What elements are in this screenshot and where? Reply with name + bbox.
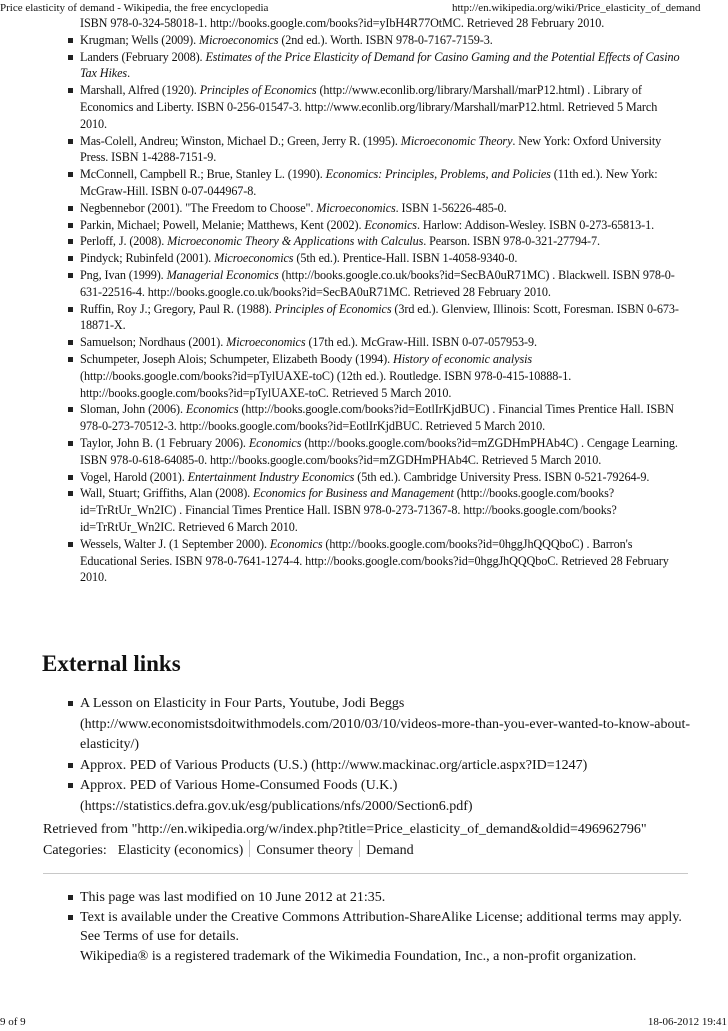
reference-item: [66, 166, 686, 200]
bullet-icon: [68, 307, 73, 312]
reference-title: Estimates of the Price Elasticity of Demand for Casino Gaming and the Potential Effects of Casino Tax Hikes: [80, 49, 680, 81]
section-heading-external-links: External links: [42, 651, 181, 676]
reference-title: Principles of Economics: [199, 83, 317, 98]
reference-text: (http://books.google.co.uk/books?id=SecBA0uR71MC) . Blackwell. ISBN 978-0-631-22516-4. http://books.google.co.uk/books?id=SecBA0uR71MC. Retrieved 28 February 2010.: [80, 267, 675, 299]
reference-text: Png, Ivan (1999).: [80, 267, 167, 282]
reference-text: . New York: Oxford University Press. ISBN 1-4288-7151-9.: [80, 133, 662, 165]
reference-title: History of economic analysis: [393, 351, 533, 366]
reference-text: (http://books.google.com/books?id=mZGDHmPHAb4C) . Cengage Learning. ISBN 978-0-618-64085-0. http://books.google.com/books?id=mZGDHmPHAb4C. Retrieved 5 March 2010.: [80, 435, 678, 467]
bullet-icon: [68, 340, 73, 345]
references-list: [66, 15, 686, 586]
external-link[interactable]: Approx. PED of Various Products (U.S.) (http://www.mackinac.org/article.aspx?ID=1247): [80, 757, 588, 773]
reference-text: Wall, Stuart; Griffiths, Alan (2008).: [80, 486, 254, 501]
reference-item: [66, 469, 686, 486]
reference-title: Microeconomics: [214, 251, 294, 266]
category-separator: [249, 840, 250, 857]
category-link[interactable]: Consumer theory: [256, 843, 354, 858]
reference-title: Microeconomic Theory: [400, 133, 513, 148]
last-modified-text: This page was last modified on 10 June 2012 at 21:35.: [80, 890, 386, 905]
reference-text: Pindyck; Rubinfeld (2001).: [80, 251, 215, 266]
reference-text: Sloman, John (2006).: [80, 402, 186, 417]
reference-item: [66, 267, 686, 301]
reference-item: [66, 15, 686, 32]
external-link-item: [66, 776, 696, 817]
reference-text: Mas-Colell, Andreu; Winston, Michael D.; Green, Jerry R. (1995).: [80, 133, 401, 148]
bullet-icon: [68, 542, 73, 547]
reference-item: [66, 351, 686, 401]
reference-text: . Pearson. ISBN 978-0-321-27794-7.: [423, 234, 600, 249]
reference-text: McConnell, Campbell R.; Brue, Stanley L. (1990).: [80, 167, 326, 182]
bullet-icon: [68, 256, 73, 261]
print-header-title: Price elasticity of demand - Wikipedia, the free encyclopedia: [0, 2, 269, 14]
reference-title: Economics: [269, 536, 323, 551]
category-separator: [359, 840, 360, 857]
reference-text: (http://www.econlib.org/library/Marshall/marP12.html) . Library of Economics and Liberty. ISBN 0-256-01547-3. http://www.econlib.org/library/Marshall/marP12.html. Retrieved 5 March 2010.: [80, 83, 658, 131]
reference-text: Vogel, Harold (2001).: [80, 469, 188, 484]
reference-item: [66, 217, 686, 234]
reference-text: Ruffin, Roy J.; Gregory, Paul R. (1988).: [80, 301, 275, 316]
external-links-list: [66, 694, 696, 817]
license-text: Text is available under the Creative Commons Attribution-ShareAlike License; additional terms may apply. See Terms of use for details.: [80, 909, 682, 944]
external-link[interactable]: A Lesson on Elasticity in Four Parts, Youtube, Jodi Beggs (http://www.economistsdoitwithmodels.com/2010/03/10/videos-more-than-you-ever-wanted-to-know-about-elasticity/): [80, 696, 691, 752]
reference-title: Economics: [185, 402, 239, 417]
reference-text: Wessels, Walter J. (1 September 2000).: [80, 536, 270, 551]
reference-title: Microeconomics: [226, 335, 306, 350]
reference-text: Krugman; Wells (2009).: [80, 32, 200, 47]
bullet-icon: [68, 441, 73, 446]
bullet-icon: [68, 491, 73, 496]
reference-text: Taylor, John B. (1 February 2006).: [80, 435, 249, 450]
categories-bar: [43, 840, 414, 862]
bullet-icon: [68, 38, 73, 43]
reference-text: (http://books.google.com/books?id=TrRtUr_Wn2IC) . Financial Times Prentice Hall. ISBN 978-0-273-71367-8. http://books.google.com/books?id=TrRtUr_Wn2IC. Retrieved 6 March 2010.: [80, 486, 617, 534]
reference-title: Economics: [364, 217, 417, 232]
external-link[interactable]: Approx. PED of Various Home-Consumed Foods (U.K.) (https://statistics.defra.gov.uk/esg/publications/nfs/2000/Section6.pdf): [80, 778, 473, 814]
reference-item: [66, 485, 686, 535]
reference-text: Negbennebor (2001). "The Freedom to Choose".: [80, 200, 317, 215]
print-datetime: 18-06-2012 19:41: [647, 1016, 727, 1028]
category-link[interactable]: Demand: [366, 843, 414, 858]
bullet-icon: [68, 273, 73, 278]
bullet-icon: [68, 783, 73, 788]
reference-text: Parkin, Michael; Powell, Melanie; Matthews, Kent (2002).: [80, 217, 365, 232]
divider: [43, 873, 688, 874]
external-link-item: [66, 756, 696, 777]
reference-item: [66, 536, 686, 586]
reference-text: . Harlow: Addison-Wesley. ISBN 0-273-65813-1.: [416, 217, 655, 232]
bullet-icon: [68, 915, 73, 920]
bullet-icon: [68, 357, 73, 362]
reference-title: Economics for Business and Management: [253, 486, 454, 501]
reference-item: [66, 32, 686, 49]
reference-text: (2nd ed.). Worth. ISBN 978-0-7167-7159-3.: [278, 32, 493, 47]
reference-text: Perloff, J. (2008).: [80, 234, 168, 249]
retrieved-from: Retrieved from "http://en.wikipedia.org/w/index.php?title=Price_elasticity_of_demand&oldid=496962796": [43, 822, 647, 837]
reference-text: (http://books.google.com/books?id=EotlIrKjdBUC) . Financial Times Prentice Hall. ISBN 978-0-273-70512-3. http://books.google.com/books?id=EotlIrKjdBUC. Retrieved 5 March 2010.: [80, 402, 674, 434]
reference-text: (5th ed.). Cambridge University Press. ISBN 0-521-79264-9.: [354, 469, 650, 484]
reference-text: (11th ed.). New York: McGraw-Hill. ISBN 0-07-044967-8.: [80, 167, 658, 198]
reference-title: Microeconomics: [199, 32, 279, 47]
reference-item: [66, 200, 686, 217]
reference-text: (http://books.google.com/books?id=0hggJhQQQboC) . Barron's Educational Series. ISBN 978-0-7641-1274-4. http://books.google.com/books?id=0hggJhQQQboC. Retrieved 28 February 2010.: [80, 536, 669, 585]
page-number: 9 of 9: [0, 1016, 26, 1028]
print-header: [0, 0, 728, 16]
reference-item: [66, 334, 686, 351]
reference-title: Principles of Economics: [274, 301, 392, 316]
trademark-text: Wikipedia® is a registered trademark of the Wikimedia Foundation, Inc., a non-profit organization.: [80, 948, 637, 964]
reference-text: .: [127, 66, 131, 81]
categories-label: Categories:: [43, 843, 107, 858]
reference-item: [66, 250, 686, 267]
reference-item: [66, 82, 686, 132]
bullet-icon: [68, 895, 73, 900]
reference-item: [66, 435, 686, 469]
reference-text: . ISBN 1-56226-485-0.: [395, 200, 507, 215]
category-link[interactable]: Elasticity (economics): [117, 843, 244, 858]
reference-text: Schumpeter, Joseph Alois; Schumpeter, Elizabeth Boody (1994).: [80, 351, 394, 366]
bullet-icon: [68, 763, 73, 768]
reference-text: (3rd ed.). Glenview, Illinois: Scott, Foresman. ISBN 0-673-18871-X.: [80, 301, 679, 333]
bullet-icon: [68, 139, 73, 144]
external-link-item: [66, 694, 696, 756]
reference-text: Marshall, Alfred (1920).: [80, 83, 200, 98]
bullet-icon: [68, 223, 73, 228]
bullet-icon: [68, 407, 73, 412]
bullet-icon: [68, 55, 73, 60]
bullet-icon: [68, 701, 73, 706]
footer-note: [66, 947, 696, 967]
reference-item: [66, 233, 686, 250]
reference-title: Economics: Principles, Problems, and Policies: [325, 167, 551, 182]
bullet-icon: [68, 206, 73, 211]
reference-item: [66, 401, 686, 435]
print-header-url: http://en.wikipedia.org/wiki/Price_elasticity_of_demand: [452, 2, 701, 14]
reference-title: Microeconomics: [316, 200, 396, 215]
reference-title: Managerial Economics: [166, 267, 279, 282]
reference-text: Samuelson; Nordhaus (2001).: [80, 335, 227, 350]
bullet-icon: [68, 88, 73, 93]
reference-text: (http://books.google.com/books?id=pTylUAXE-toC) (12th ed.). Routledge. ISBN 978-0-415-10888-1. http://books.google.com/books?id=pTylUAXE-toC. Retrieved 5 March 2010.: [80, 368, 572, 400]
bullet-icon: [68, 475, 73, 480]
footer-note: [66, 908, 696, 947]
reference-item: [66, 49, 686, 83]
reference-item: [66, 133, 686, 167]
bullet-icon: [68, 172, 73, 177]
bullet-icon: [68, 239, 73, 244]
print-footer: [0, 1015, 728, 1031]
reference-text: (17th ed.). McGraw-Hill. ISBN 0-07-057953-9.: [305, 335, 537, 350]
footer-notes-list: [66, 888, 696, 966]
reference-title: Entertainment Industry Economics: [187, 469, 355, 484]
reference-title: Economics: [248, 435, 302, 450]
reference-text: (5th ed.). Prentice-Hall. ISBN 1-4058-9340-0.: [293, 251, 518, 266]
reference-title: Microeconomic Theory & Applications with Calculus: [167, 234, 424, 249]
reference-text: ISBN 978-0-324-58018-1. http://books.google.com/books?id=yIbH4R77OtMC. Retrieved 28 February 2010.: [80, 16, 605, 30]
reference-text: Landers (February 2008).: [80, 49, 206, 64]
reference-item: [66, 301, 686, 335]
footer-note: [66, 888, 696, 908]
